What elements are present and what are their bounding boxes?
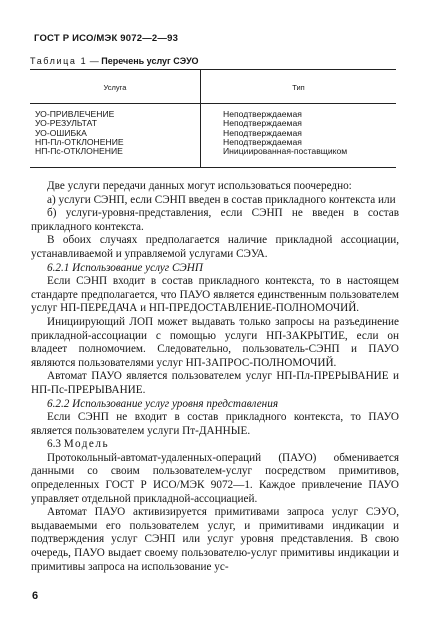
- table-cell-type: Неподтверждаемая: [223, 136, 302, 147]
- body-text: [31, 180, 399, 574]
- table-column-services: [35, 110, 124, 156]
- table-cell-type: Инициированная-поставщиком: [223, 146, 348, 157]
- table-header-service: Услуга: [103, 83, 127, 92]
- table-cell-type: Неподтверждаемая: [223, 118, 302, 129]
- table-caption: [30, 56, 198, 66]
- paragraph: б) услуги-уровня-представления, если СЭНП не введен в состав прикладного контекста.: [31, 207, 399, 233]
- paragraph: Если СЭНП не входит в состав прикладного контекста, то ПАУО является пользователем услуги Пт-ДАННЫЕ.: [31, 411, 399, 437]
- table-header-divider: [30, 103, 396, 104]
- services-table: [30, 69, 396, 168]
- page-number: 6: [32, 590, 39, 602]
- table-cell-service: УО-ОШИБКА: [35, 127, 87, 138]
- section-heading-6-2-2: 6.2.2 Использование услуг уровня представления: [47, 397, 279, 410]
- table-caption-separator: —: [87, 56, 102, 66]
- table-header-type: Тип: [292, 83, 305, 92]
- paragraph: Автомат ПАУО активизируется примитивами запроса услуг СЭУО, выдаваемыми его пользователем услуг, и примитивами индикации и подтверждения услуг СЭНП или услуг уровня представления. В свою очередь, ПАУО выдает своему пользователю-услуг примитивы индикации и примитивы запроса на использование ус-: [31, 506, 399, 573]
- section-number: 6.3: [47, 438, 61, 451]
- paragraph: Если СЭНП входит в состав прикладного контекста, то в настоящем стандарте предполагается, что ПАУО является единственным пользователем услуг НП-ПЕРЕДАЧА и НП-ПРЕДОСТАВЛЕНИЕ-ПОЛНОМОЧИЙ.: [31, 275, 399, 315]
- section-heading-6-3: [31, 438, 399, 452]
- table-cell-service: НП-Пс-ОТКЛОНЕНИЕ: [35, 146, 123, 157]
- table-caption-title: Перечень услуг СЭУО: [101, 56, 199, 66]
- table-caption-label: Таблица 1: [30, 56, 88, 66]
- table-column-types: [223, 110, 347, 156]
- table-cell-service: УО-ПРИВЛЕЧЕНИЕ: [35, 109, 115, 119]
- paragraph: Две услуги передачи данных могут использоваться поочередно:: [47, 180, 352, 192]
- paragraph: Автомат ПАУО является пользователем услуг НП-Пл-ПРЕРЫВАНИЕ и НП-Пс-ПРЕРЫВАНИЕ.: [31, 370, 399, 396]
- section-heading-6-2-1: 6.2.1 Использование услуг СЭНП: [47, 261, 203, 274]
- paragraph: Инициирующий ЛОП может выдавать только запросы на разъединение прикладной-ассоциации с помощью услуги НП-ЗАКРЫТИЕ, если он владеет полномочием. Следовательно, пользователь-СЭНП и ПАУО являются пользователями услуг НП-ЗАПРОС-ПОЛНОМОЧИЙ.: [31, 315, 399, 369]
- table-cell-service: УО-РЕЗУЛЬТАТ: [35, 118, 97, 129]
- paragraph: а) услуги СЭНП, если СЭНП введен в состав прикладного контекста или: [47, 193, 396, 206]
- paragraph: В обоих случаях предполагается наличие прикладной ассоциации, устанавливаемой и управляемой услугами СЭУА.: [31, 234, 399, 260]
- table-cell-type: Неподтверждаемая: [223, 109, 302, 119]
- page-header: ГОСТ Р ИСО/МЭК 9072—2—93: [34, 33, 179, 44]
- paragraph: Протокольный-автомат-удаленных-операций (ПАУО) обменивается данными со своим пользователем-услуг посредством примитивов, определенных ГОСТ Р ИСО/МЭК 9072—1. Каждое привлечение ПАУО управляет отдельной прикладной-ассоциацией.: [31, 451, 399, 505]
- table-cell-service: НП-Пл-ОТКЛОНЕНИЕ: [35, 136, 124, 147]
- table-cell-type: Неподтверждаемая: [223, 127, 302, 138]
- section-title: Модель: [63, 438, 110, 451]
